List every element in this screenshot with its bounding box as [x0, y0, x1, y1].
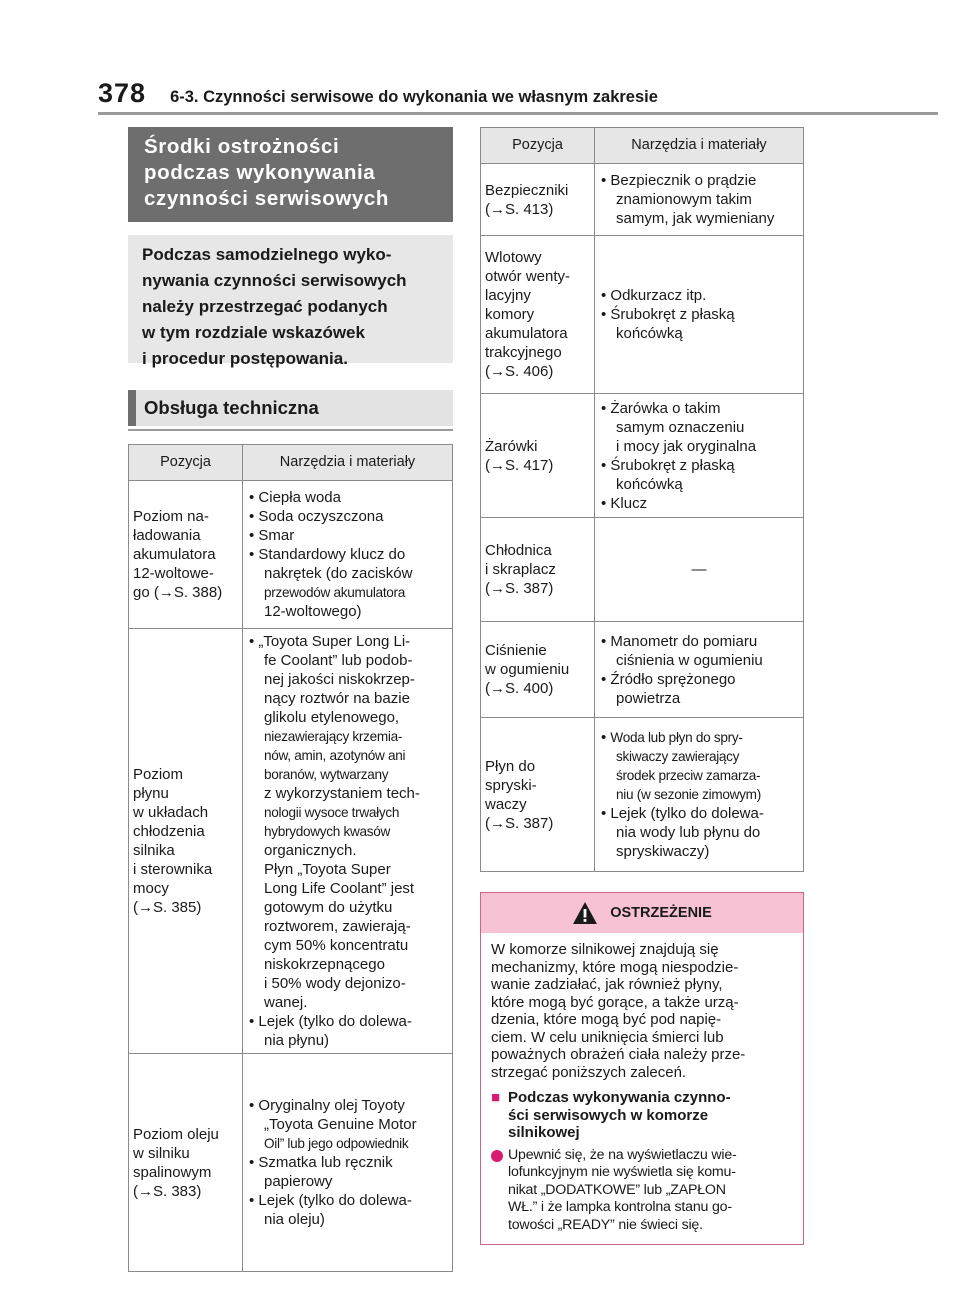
tool-item	[249, 1191, 449, 1229]
item-line: silnika	[133, 842, 175, 859]
tool-item	[601, 286, 800, 305]
tool-line: Szmatka lub ręcznik	[258, 1154, 393, 1171]
tools-list	[249, 632, 449, 1050]
column-header-item: Pozycja	[129, 445, 243, 481]
tool-line: gotowym do użytku	[264, 899, 393, 916]
tool-line: nia wody lub płynu do	[616, 824, 761, 841]
column-header-tools: Narzędzia i materiały	[243, 445, 453, 481]
warning-subheading	[491, 1089, 793, 1142]
tool-line: Standardowy klucz do	[258, 546, 406, 563]
tools-cell	[595, 164, 804, 236]
item-line: (→S. 387)	[485, 580, 554, 597]
warning-line: które mogą być gorące, a także urzą-	[491, 993, 739, 1011]
tool-line: Bezpiecznik o prądzie	[610, 172, 757, 189]
tool-item	[601, 399, 800, 456]
bullet-line: towości „READY” nie świeci się.	[508, 1216, 703, 1233]
item-line: otwór wenty-	[485, 268, 571, 285]
table-row	[129, 629, 453, 1054]
section-title-box	[128, 127, 453, 222]
square-bullet-icon: ■	[491, 1089, 501, 1106]
tool-line: nący roztwór na bazie	[264, 690, 410, 707]
item-cell	[481, 164, 595, 236]
item-cell	[129, 1054, 243, 1272]
tools-list	[249, 488, 449, 621]
warning-body	[481, 933, 803, 1244]
tool-line: organicznych.	[264, 842, 357, 859]
tool-line: Klucz	[610, 494, 648, 512]
bullet-line: lofunkcyjnym nie wyświetla się komu-	[508, 1164, 736, 1180]
page-number: 378	[98, 78, 147, 108]
tools-cell	[243, 481, 453, 629]
table-row	[481, 164, 804, 236]
tool-line: 12-woltowego)	[264, 603, 362, 620]
table-header-row	[481, 128, 804, 164]
tool-line: spryskiwaczy)	[616, 843, 710, 860]
item-line: ładowania	[133, 527, 201, 544]
tool-line: nia oleju)	[264, 1211, 325, 1228]
item-line: i sterownika	[133, 861, 213, 878]
tool-line: „Toyota Super Long Li-	[258, 633, 411, 650]
item-line: waczy	[485, 795, 527, 813]
bullet-line: Upewnić się, że na wyświetlaczu wie-	[508, 1146, 737, 1163]
intro-box	[128, 235, 453, 368]
item-line: Ciśnienie	[485, 642, 547, 659]
tool-line: Lejek (tylko do dolewa-	[258, 1013, 412, 1030]
tool-line: Lejek (tylko do dolewa-	[258, 1192, 412, 1209]
tool-line: nów, amin, azotynów ani	[264, 748, 406, 763]
item-line: Bezpieczniki	[485, 181, 569, 199]
tool-line: Płyn „Toyota Super	[264, 861, 391, 878]
tool-line: samym, jak wymieniany	[616, 210, 775, 227]
tool-line: środek przeciw zamarza-	[616, 768, 761, 783]
page-header	[98, 78, 658, 112]
warning-line: poważnych obrażeń ciała należy prze-	[491, 1046, 746, 1063]
tool-line: glikolu etylenowego,	[264, 709, 400, 726]
tool-line: i mocy jak oryginalna	[616, 437, 757, 455]
item-line: komory	[485, 306, 535, 323]
intro-line: i procedur postępowania.	[142, 349, 348, 368]
item-line: 12-woltowe-	[133, 565, 214, 582]
warning-line: wanie zadziałać, jak również płyny,	[491, 976, 723, 993]
tool-line: Manometr do pomiaru	[610, 632, 758, 650]
item-line: mocy	[133, 880, 169, 897]
intro-line: Podczas samodzielnego wyko-	[142, 245, 392, 264]
warning-box	[480, 892, 804, 1245]
tools-list	[601, 728, 800, 861]
item-line: (→S. 385)	[133, 899, 202, 916]
item-line: Poziom na-	[133, 508, 209, 525]
item-line: i skraplacz	[485, 561, 556, 578]
tools-list	[601, 286, 800, 343]
tool-line: Smar	[258, 527, 295, 544]
table-row	[481, 622, 804, 718]
tools-cell	[595, 236, 804, 394]
tool-line: niezawierający krzemia-	[264, 729, 403, 744]
tool-line: roztworem, zawierają-	[264, 918, 411, 935]
item-line: (→S. 383)	[133, 1182, 202, 1200]
tool-line: i 50% wody dejonizo-	[264, 975, 406, 992]
warning-title: OSTRZEŻENIE	[610, 905, 712, 921]
tool-item	[249, 1096, 449, 1153]
right-column	[480, 127, 804, 1245]
circle-bullet-icon	[491, 1147, 508, 1235]
tool-line: Śrubokręt z płaską	[610, 306, 735, 323]
table-row	[481, 394, 804, 518]
intro-line: nywania czynności serwisowych	[142, 271, 407, 290]
item-line: spryski-	[485, 776, 537, 794]
subheading-line: Podczas wykonywania czynno-	[508, 1089, 731, 1106]
tool-line: końcówką	[616, 475, 683, 493]
item-line: (→S. 417)	[485, 456, 554, 474]
tool-line: Żarówka o takim	[610, 399, 721, 417]
table-row	[129, 1054, 453, 1272]
tool-line: Long Life Coolant” jest	[264, 880, 415, 897]
tool-item	[601, 632, 800, 670]
item-line: w silniku	[133, 1144, 190, 1162]
tools-list	[601, 399, 800, 513]
warning-line: strzegać poniższych zaleceń.	[491, 1063, 687, 1081]
item-line: lacyjny	[485, 287, 531, 304]
item-line: trakcyjnego	[485, 344, 562, 361]
tool-line: Lejek (tylko do dolewa-	[610, 805, 764, 822]
item-line: Wlotowy	[485, 249, 542, 266]
tool-line: cym 50% koncentratu	[264, 937, 409, 954]
tool-item	[249, 507, 449, 526]
tool-item	[601, 305, 800, 343]
tool-line: boranów, wytwarzany	[264, 767, 389, 782]
item-cell	[129, 629, 243, 1054]
table-row	[129, 481, 453, 629]
tool-line: niu (w sezonie zimowym)	[616, 787, 761, 802]
maintenance-table-left	[128, 444, 453, 1272]
tool-line: powietrza	[616, 689, 681, 707]
tool-line: Woda lub płyn do spry-	[610, 730, 743, 745]
tool-line: hybrydowych kwasów	[264, 824, 391, 839]
tool-line: papierowy	[264, 1173, 333, 1190]
item-line: Żarówki	[485, 437, 538, 455]
tool-item	[249, 1153, 449, 1191]
section-rule	[128, 429, 453, 431]
tool-item	[249, 526, 449, 545]
tool-item	[249, 632, 449, 1012]
column-header-tools: Narzędzia i materiały	[595, 128, 804, 164]
column-header-item: Pozycja	[481, 128, 595, 164]
tool-line: przewodów akumulatora	[264, 585, 406, 600]
tool-line: Oil” lub jego odpowiednik	[264, 1136, 409, 1151]
tool-item	[601, 728, 800, 804]
table-row	[481, 718, 804, 872]
tools-list	[601, 171, 800, 228]
tools-cell	[243, 1054, 453, 1272]
item-cell	[129, 481, 243, 629]
intro-line: w tym rozdziale wskazówek	[142, 323, 365, 342]
tool-line: nakrętek (do zacisków	[264, 565, 413, 582]
tool-line: „Toyota Genuine Motor	[264, 1116, 417, 1133]
item-cell	[481, 622, 595, 718]
tool-line: Śrubokręt z płaską	[610, 456, 735, 474]
tool-line: z wykorzystaniem tech-	[264, 785, 420, 802]
tool-line: Źródło sprężonego	[610, 670, 736, 688]
item-cell	[481, 718, 595, 872]
tool-line: końcówką	[616, 325, 683, 342]
tools-cell	[595, 718, 804, 872]
tool-item	[601, 494, 800, 513]
tool-line: nologii wysoce trwałych	[264, 805, 400, 820]
subheading-line: ści serwisowych w komorze	[508, 1106, 709, 1124]
warning-header	[481, 893, 803, 933]
tool-line: fe Coolant” lub podob-	[264, 652, 413, 669]
tool-line: ciśnienia w ogumieniu	[616, 651, 763, 669]
tools-cell	[243, 629, 453, 1054]
item-line: Poziom	[133, 766, 184, 783]
subheading-line: silnikowej	[508, 1124, 580, 1141]
warning-intro	[491, 941, 793, 1081]
item-line: go (→S. 388)	[133, 584, 223, 601]
tool-line: znamionowym takim	[616, 191, 752, 208]
tool-item	[601, 670, 800, 708]
maintenance-table-right	[480, 127, 804, 872]
tool-line: skiwaczy zawierający	[616, 749, 740, 764]
warning-line: ciem. W celu uniknięcia śmierci lub	[491, 1028, 724, 1046]
item-cell	[481, 236, 595, 394]
table-header-row	[129, 445, 453, 481]
chapter-title: 6-3. Czynności serwisowe do wykonania we własnym zakresie	[170, 88, 658, 106]
tool-item	[601, 171, 800, 228]
tool-line: Oryginalny olej Toyoty	[258, 1097, 405, 1114]
tool-line: Ciepła woda	[258, 489, 341, 506]
title-line: podczas wykonywania	[144, 161, 376, 184]
item-line: Poziom oleju	[133, 1125, 219, 1143]
tool-line: nia płynu)	[264, 1032, 330, 1049]
tool-line: nej jakości niskokrzep-	[264, 671, 415, 688]
item-line: (→S. 413)	[485, 200, 554, 218]
item-line: Płyn do	[485, 757, 536, 775]
item-line: akumulatora	[133, 546, 216, 563]
left-column	[128, 127, 453, 1272]
tools-cell	[595, 622, 804, 718]
item-line: (→S. 406)	[485, 363, 554, 380]
tool-item	[601, 456, 800, 494]
tool-line: wanej.	[264, 994, 308, 1011]
warning-bullet	[491, 1147, 793, 1235]
tool-item	[249, 545, 449, 621]
warning-line: dzenia, które mogą być pod napię-	[491, 1011, 722, 1028]
intro-line: należy przestrzegać podanych	[142, 297, 388, 316]
item-line: (→S. 400)	[485, 680, 554, 697]
item-line: chłodzenia	[133, 823, 205, 840]
item-cell	[481, 518, 595, 622]
item-line: (→S. 387)	[485, 814, 554, 832]
item-line: płynu	[133, 785, 169, 802]
section-heading: Obsługa techniczna	[128, 390, 453, 426]
tool-item	[249, 1012, 449, 1050]
warning-line: W komorze silnikowej znajdują się	[491, 941, 719, 958]
left-table-body	[129, 481, 453, 1272]
tools-list	[249, 1096, 449, 1229]
item-line: akumulatora	[485, 325, 568, 342]
table-row	[481, 518, 804, 622]
tool-item	[601, 804, 800, 861]
item-line: Chłodnica	[485, 542, 552, 559]
warning-line: mechanizmy, które mogą niespodzie-	[491, 958, 739, 976]
tools-cell	[595, 394, 804, 518]
tool-line: samym oznaczeniu	[616, 418, 745, 436]
tools-cell-empty: —	[595, 518, 804, 622]
warning-triangle-icon	[572, 901, 598, 925]
title-line: Środki ostrożności	[144, 135, 340, 158]
tool-item	[249, 488, 449, 507]
header-rule	[98, 112, 938, 115]
tool-line: niskokrzepnącego	[264, 956, 385, 973]
tools-list	[601, 632, 800, 708]
table-row	[481, 236, 804, 394]
item-line: spalinowym	[133, 1163, 212, 1181]
item-cell	[481, 394, 595, 518]
item-line: w ogumieniu	[485, 661, 570, 678]
bullet-line: nikat „DODATKOWE” lub „ZAPŁON	[508, 1181, 726, 1198]
item-line: w układach	[133, 804, 209, 821]
title-line: czynności serwisowych	[144, 187, 390, 210]
tool-line: Odkurzacz itp.	[610, 287, 707, 304]
right-table-body	[481, 164, 804, 872]
bullet-line: WŁ.” i że lampka kontrolna stanu go-	[508, 1199, 732, 1215]
tool-line: Soda oczyszczona	[258, 508, 384, 525]
